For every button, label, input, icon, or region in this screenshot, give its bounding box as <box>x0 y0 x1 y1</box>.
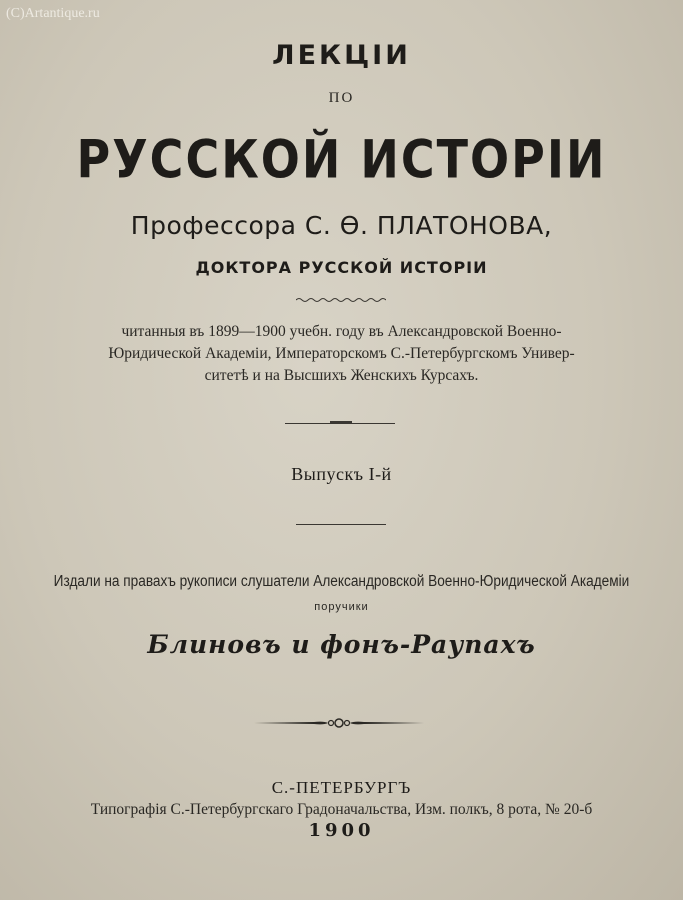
publisher-line: Издали на правахъ рукописи слушатели Александровской Военно-Юридической Академіи <box>53 573 630 590</box>
author-degree: ДОКТОРА РУССКОЙ ИСТОРІИ <box>195 258 488 277</box>
issue-number: Выпускъ I-й <box>291 464 392 484</box>
imprint-printer: Типографія С.-Петербургскаго Градоначальства, Изм. полкъ, 8 рота, № 20-б <box>90 801 593 818</box>
divider-rule <box>285 423 395 424</box>
description-line: Юридической Академіи, Императорскомъ С.-Петербургскомъ Универ- <box>108 345 575 362</box>
description-paragraph <box>50 321 633 387</box>
publisher-names: Блиновъ и фонъ-Раупахъ <box>147 630 536 659</box>
publisher-rank: поручики <box>314 601 369 613</box>
title-po: ПО <box>328 90 355 106</box>
description-line: ситетѣ и на Высшихъ Женскихъ Курсахъ. <box>204 367 479 384</box>
ornament-divider-icon <box>254 716 424 730</box>
wavy-divider-icon <box>296 296 386 304</box>
watermark: (C)Artantique.ru <box>6 6 100 21</box>
divider-rule <box>330 421 352 423</box>
author-line: Профессора С. Ѳ. ПЛАТОНОВА, <box>130 211 553 240</box>
title-russian-history: РУССКОЙ ИСТОРІИ <box>76 128 607 191</box>
divider-rule <box>296 524 386 525</box>
title-lectures: ЛЕКЦІИ <box>272 40 411 71</box>
description-line: читанныя въ 1899—1900 учебн. году въ Александровской Военно- <box>121 323 562 340</box>
imprint-year: 1900 <box>308 820 375 841</box>
imprint-city: С.-ПЕТЕРБУРГЪ <box>271 778 412 797</box>
